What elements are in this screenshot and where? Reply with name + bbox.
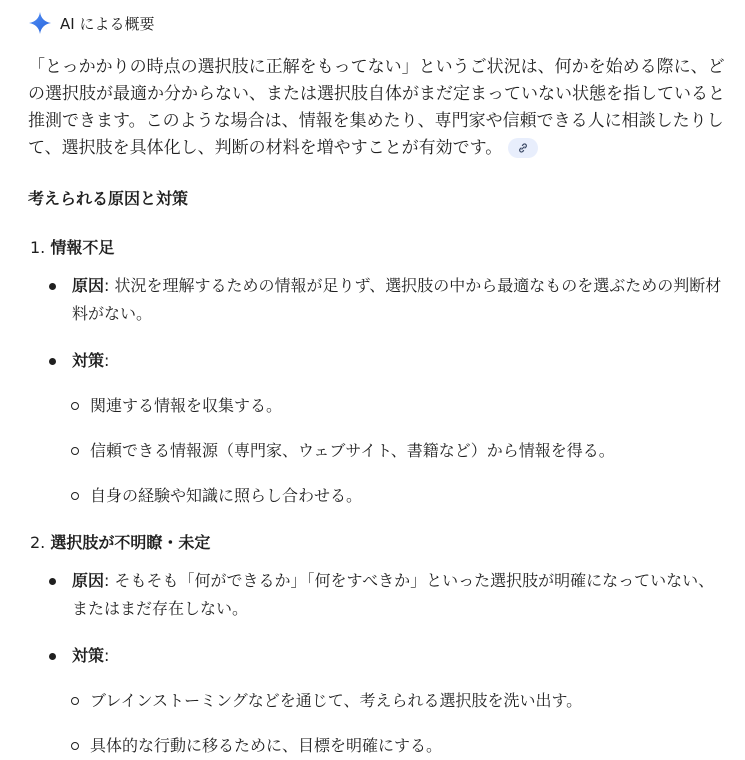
bullet-dot xyxy=(49,653,56,660)
cause-label: 原因 xyxy=(72,571,105,590)
measure-item xyxy=(28,437,728,465)
circle-bullet xyxy=(71,697,79,705)
cause-detail-list xyxy=(28,567,728,760)
cause-item-1 xyxy=(28,235,728,510)
circle-bullet xyxy=(71,447,79,455)
cause-item-heading xyxy=(28,235,728,261)
circle-bullet xyxy=(71,402,79,410)
cause-text: : そもそも「何ができるか」「何をすべきか」といった選択肢が明確になっていない、またはまだ存在しない。 xyxy=(72,571,715,618)
link-icon xyxy=(517,142,529,154)
measures-list xyxy=(28,687,728,760)
measure-text: 関連する情報を収集する。 xyxy=(90,396,283,415)
measures-label: 対策 xyxy=(72,646,105,665)
measures-bullet xyxy=(28,642,728,760)
cause-label: 原因 xyxy=(72,276,105,295)
ai-overview-title: AI による概要 xyxy=(60,14,155,33)
measure-text: 自身の経験や知識に照らし合わせる。 xyxy=(90,486,363,505)
measure-text: 信頼できる情報源（専門家、ウェブサイト、書籍など）から情報を得る。 xyxy=(90,441,615,460)
measures-colon: : xyxy=(104,646,110,665)
cause-bullet xyxy=(28,567,728,623)
ai-overview-content xyxy=(28,54,728,760)
cause-list xyxy=(28,235,728,760)
bullet-dot xyxy=(49,283,56,290)
measure-item xyxy=(28,687,728,715)
item-number: 2. xyxy=(30,533,46,552)
measure-text: ブレインストーミングなどを通じて、考えられる選択肢を洗い出す。 xyxy=(90,691,583,710)
item-number: 1. xyxy=(30,238,46,257)
intro-paragraph xyxy=(28,54,728,162)
bullet-dot xyxy=(49,578,56,585)
item-title: 選択肢が不明瞭・未定 xyxy=(50,533,211,552)
measures-colon: : xyxy=(104,351,110,370)
measure-item xyxy=(28,392,728,420)
circle-bullet xyxy=(71,492,79,500)
measures-bullet xyxy=(28,347,728,510)
cause-item-heading xyxy=(28,530,728,556)
source-link-button[interactable] xyxy=(508,138,538,158)
item-title: 情報不足 xyxy=(50,238,115,257)
bullet-dot xyxy=(49,358,56,365)
cause-item-2 xyxy=(28,530,728,760)
measure-item xyxy=(28,482,728,510)
ai-overview-header xyxy=(28,9,154,37)
sparkle-icon xyxy=(28,11,52,35)
cause-text: : 状況を理解するための情報が足りず、選択肢の中から最適なものを選ぶための判断材料がない。 xyxy=(72,276,722,323)
cause-bullet xyxy=(28,272,728,328)
measures-label: 対策 xyxy=(72,351,105,370)
section-heading: 考えられる原因と対策 xyxy=(28,189,189,208)
measures-list xyxy=(28,392,728,510)
cause-detail-list xyxy=(28,272,728,510)
intro-text: 「とっかかりの時点の選択肢に正解をもってない」というご状況は、何かを始める際に、どの選択肢が最適か分からない、または選択肢自体がまだ定まっていない状態を指していると推測できます。このような場合は、情報を集めたり、専門家や信頼できる人に相談したりして、選択肢を具体化し、判断の材料を増やすことが有効です。 xyxy=(28,57,725,158)
circle-bullet xyxy=(71,742,79,750)
measure-item xyxy=(28,732,728,760)
measure-text: 具体的な行動に移るために、目標を明確にする。 xyxy=(90,736,443,755)
